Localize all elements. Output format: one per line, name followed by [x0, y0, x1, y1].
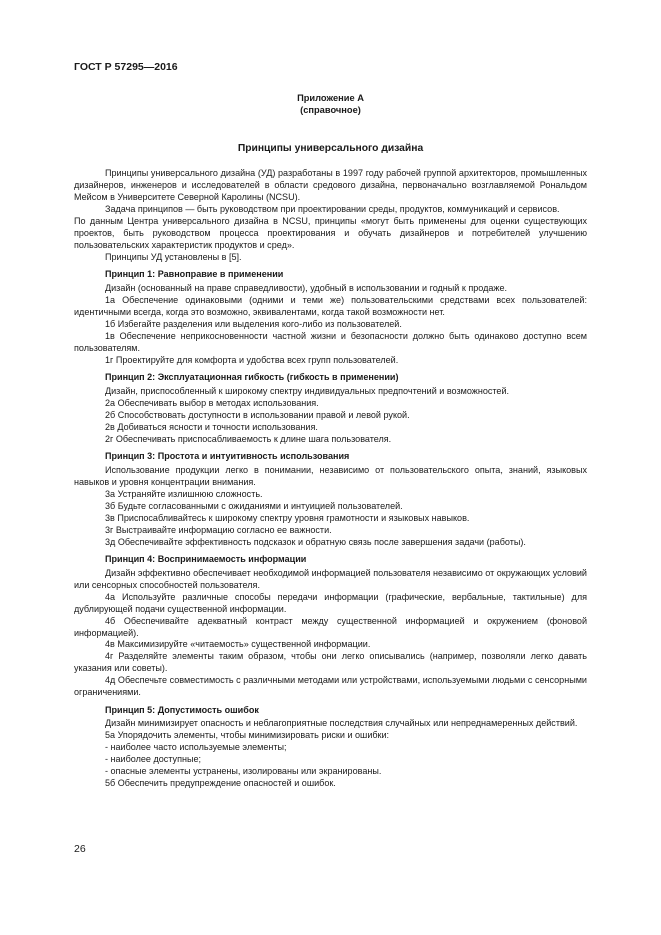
- principle-heading: Принцип 4: Воспринимаемость информации: [105, 554, 307, 565]
- body-paragraph: 5а Упорядочить элементы, чтобы минимизировать риски и ошибки:: [105, 730, 390, 741]
- principle-heading: Принцип 5: Допустимость ошибок: [105, 705, 259, 716]
- body-paragraph: Дизайн эффективно обеспечивает необходимой информацией пользователя независимо от окружающих условий или сенсорных способностей пользователя.: [74, 567, 587, 590]
- body-paragraph: 1а Обеспечение одинаковыми (одними и теми же) пользовательскими средствами всех пользователей: идентичными всегда, когда это возможно, эквивалентами, когда такой возможности нет.: [74, 294, 587, 317]
- principle-heading: Принцип 2: Эксплуатационная гибкость (гибкость в применении): [105, 372, 399, 383]
- body-paragraph: 3а Устраняйте излишнюю сложность.: [105, 488, 263, 499]
- body-paragraph: - наиболее доступные;: [105, 754, 202, 765]
- body-paragraph: 3г Выстраивайте информацию согласно ее важности.: [105, 524, 332, 535]
- body-paragraph: 1г Проектируйте для комфорта и удобства всех групп пользователей.: [105, 354, 399, 365]
- body-paragraph: 3д Обеспечивайте эффективность подсказок и обратную связь после завершения задачи (работы).: [105, 536, 526, 547]
- body-paragraph: 4г Разделяйте элементы таким образом, чтобы они легко описывались (например, позволяли легко давать указания или советы).: [74, 651, 587, 674]
- body-paragraph: Дизайн минимизирует опасность и неблагоприятные последствия случайных или непреднамеренных действий.: [105, 718, 578, 729]
- body-paragraph: 4д Обеспечьте совместимость с различными методами или устройствами, используемыми людьми с сенсорными ограничениями.: [74, 675, 587, 698]
- body-paragraph: - наиболее часто используемые элементы;: [105, 742, 287, 753]
- body-paragraph: 2в Добиваться ясности и точности использования.: [105, 421, 318, 432]
- body-paragraph: Принципы УД установлены в [5].: [105, 251, 242, 262]
- body-paragraph: Задача принципов — быть руководством при проектировании среды, продуктов, коммуникаций и сервисов.: [105, 203, 560, 214]
- body-paragraph: 1б Избегайте разделения или выделения кого-либо из пользователей.: [105, 318, 402, 329]
- body-paragraph: 2а Обеспечивать выбор в методах использования.: [105, 397, 319, 408]
- body-paragraph: Принципы универсального дизайна (УД) разработаны в 1997 году рабочей группой архитекторов, промышленных дизайнеров, инженеров и исследователей в области средового дизайна, первоначально возглавляемой Рональдом Мейсом в Университете Северной Каролины (NCSU).: [74, 168, 587, 202]
- document-id-header: ГОСТ Р 57295—2016: [74, 61, 178, 73]
- body-paragraph: Использование продукции легко в понимании, независимо от пользовательского опыта, знаний, языковых навыков и уровня концентрации внимания.: [74, 464, 587, 487]
- body-paragraph: 3в Приспосабливайтесь к широкому спектру уровня грамотности и языковых навыков.: [105, 512, 470, 523]
- body-paragraph: 5б Обеспечить предупреждение опасностей и ошибок.: [105, 778, 336, 789]
- body-paragraph: Дизайн (основанный на праве справедливости), удобный в использовании и годный к продаже.: [105, 282, 508, 293]
- principle-heading: Принцип 3: Простота и интуитивность использования: [105, 451, 350, 462]
- body-paragraph: 2б Способствовать доступности в использовании правой и левой рукой.: [105, 409, 410, 420]
- body-paragraph: 4б Обеспечивайте адекватный контраст между существенной информацией и окружением (фоновой информацией).: [74, 615, 587, 638]
- section-title: Принципы универсального дизайна: [237, 143, 424, 154]
- body-paragraph: 3б Будьте согласованными с ожиданиями и интуицией пользователей.: [105, 500, 403, 511]
- body-paragraph: 2г Обеспечивать приспосабливаемость к длине шага пользователя.: [105, 433, 392, 444]
- principle-heading: Принцип 1: Равноправие в применении: [105, 269, 284, 280]
- body-paragraph: 4в Максимизируйте «читаемость» существенной информации.: [105, 639, 371, 650]
- appendix-title: Приложение А: [297, 93, 364, 103]
- body-paragraph: По данным Центра универсального дизайна в NCSU, принципы «могут быть применены для оценки существующих проектов, быть руководством процесса проектирования и обучать дизайнеров и потребителей улучшению пользовательских характеристик продуктов и сред».: [74, 215, 587, 250]
- page-number: 26: [74, 843, 86, 855]
- document-body: [74, 168, 587, 790]
- body-paragraph: Дизайн, приспособленный к широкому спектру индивидуальных предпочтений и возможностей.: [105, 385, 510, 396]
- appendix-note: (справочное): [300, 105, 361, 115]
- body-paragraph: 1в Обеспечение неприкосновенности частной жизни и безопасности должно быть одинаково доступно всем пользователям.: [74, 330, 587, 353]
- body-paragraph: - опасные элементы устранены, изолированы или экранированы.: [105, 766, 382, 777]
- body-paragraph: 4а Используйте различные способы передачи информации (графические, вербальные, тактильные) для дублирующей подачи существенной информации.: [74, 591, 587, 614]
